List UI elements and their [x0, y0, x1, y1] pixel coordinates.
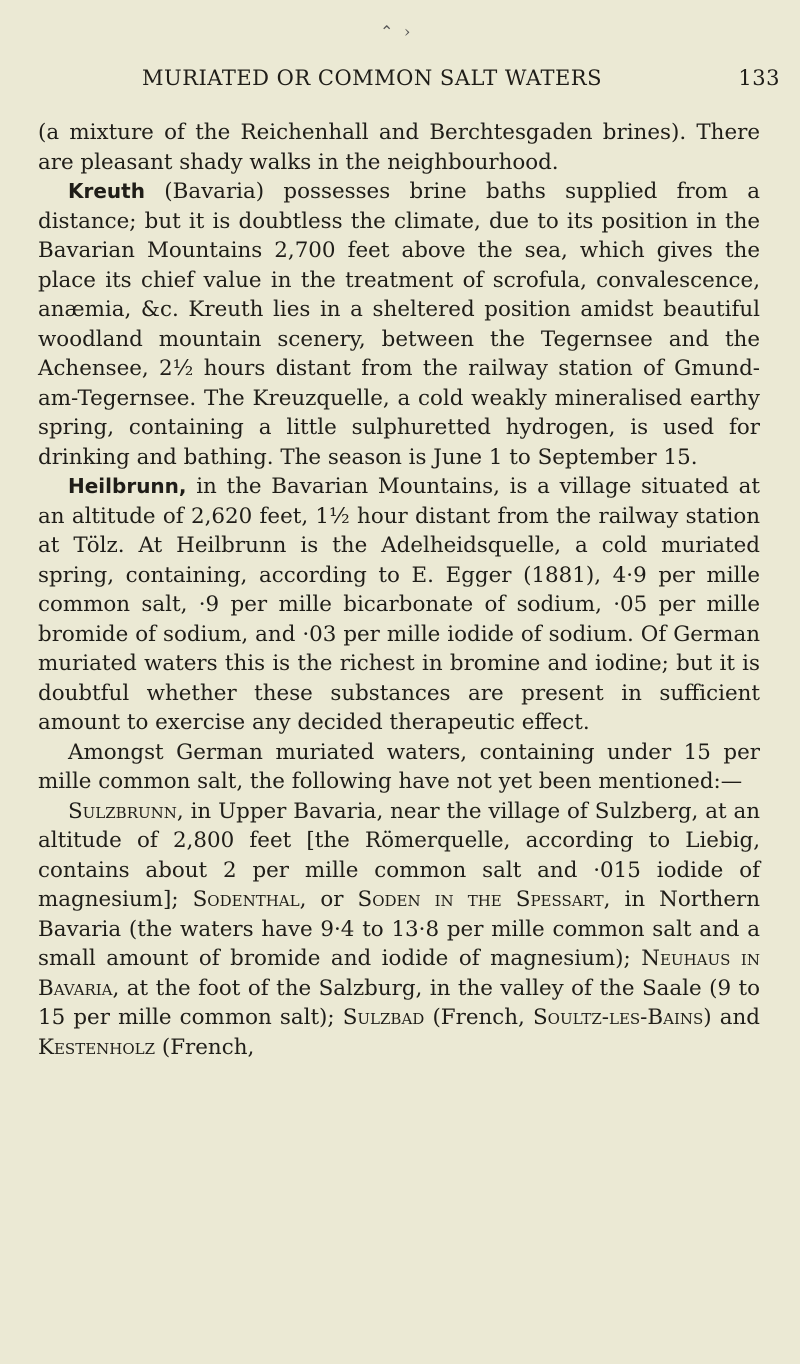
paragraph-text: at the foot of the Salzburg, in the valley of the Saale (9 to 15 per mille common salt);	[38, 975, 760, 1030]
paragraph-text: (French,	[155, 1034, 255, 1060]
paragraph-text: (French,	[424, 1005, 533, 1030]
place-name: Sulzbrunn,	[68, 798, 184, 824]
paragraph-text: in Upper Bavaria, near the village of Sulzberg, at an altitude of 2,800 feet [the Römerquelle, according to Liebig, contains about 2 per mille common salt and ·015 iodide of magnesium];	[38, 798, 760, 912]
page-number: 133	[738, 66, 780, 90]
place-heading: Kreuth	[68, 179, 145, 203]
print-mark: ›	[404, 22, 411, 41]
paragraph-text: Amongst German muriated waters, containing under 15 per mille common salt, the following have not yet been mentioned:—	[38, 739, 760, 794]
print-mark: ⌃	[380, 22, 394, 41]
place-name: Neuhaus in Bavaria,	[38, 946, 760, 1001]
paragraph	[38, 177, 760, 472]
place-name: Soultz-les-Bains	[533, 1005, 704, 1030]
running-title: MURIATED OR COMMON SALT WATERS	[142, 66, 602, 90]
place-name: Kestenholz	[38, 1034, 156, 1060]
place-name: Soden in the Spessart,	[357, 887, 611, 912]
paragraph	[38, 797, 760, 1063]
place-name: Sodenthal,	[192, 887, 307, 912]
place-name: Sulzbad	[342, 1005, 425, 1030]
body-text	[38, 118, 760, 1062]
paragraph	[38, 738, 760, 797]
paragraph-text: ) and	[703, 1005, 760, 1030]
paragraph	[38, 118, 760, 177]
paragraph-text: in the Bavarian Mountains, is a village situated at an altitude of 2,620 feet, 1½ hour distant from the railway station at Tölz. At Heilbrunn is the Adelheidsquelle, a cold muriated spring, containing, according to E. Egger (1881), 4·9 per mille common salt, ·9 per mille bicarbonate of sodium, ·05 per mille bromide of sodium, and ·03 per mille iodide of sodium. Of German muriated waters this is the richest in bromine and iodine; but it is doubtful whether these substances are present in sufficient amount to exercise any decided therapeutic effect.	[38, 474, 760, 735]
paragraph-text: in Northern Bavaria (the waters have 9·4 to 13·8 per mille common salt and a small amount of bromide and iodide of magnesium);	[38, 887, 760, 971]
paragraph	[38, 472, 760, 738]
paragraph-text: (Bavaria) possesses brine baths supplied from a distance; but it is doubtless the climate, due to its position in the Bavarian Mountains 2,700 feet above the sea, which gives the place its chief value in the treatment of scrofula, convalescence, anæmia, &c. Kreuth lies in a sheltered position amidst beautiful woodland mountain scenery, between the Tegernsee and the Achensee, 2½ hours distant from the railway station of Gmund-am-Tegernsee. The Kreuzquelle, a cold weakly mineralised earthy spring, containing a little sulphuretted hydrogen, is used for drinking and bathing. The season is June 1 to September 15.	[38, 179, 760, 470]
paragraph-text: or	[306, 887, 358, 912]
paragraph-text: (a mixture of the Reichenhall and Berchtesgaden brines). There are pleasant shady walks in the neighbourhood.	[38, 120, 760, 175]
place-heading: Heilbrunn,	[68, 474, 187, 498]
